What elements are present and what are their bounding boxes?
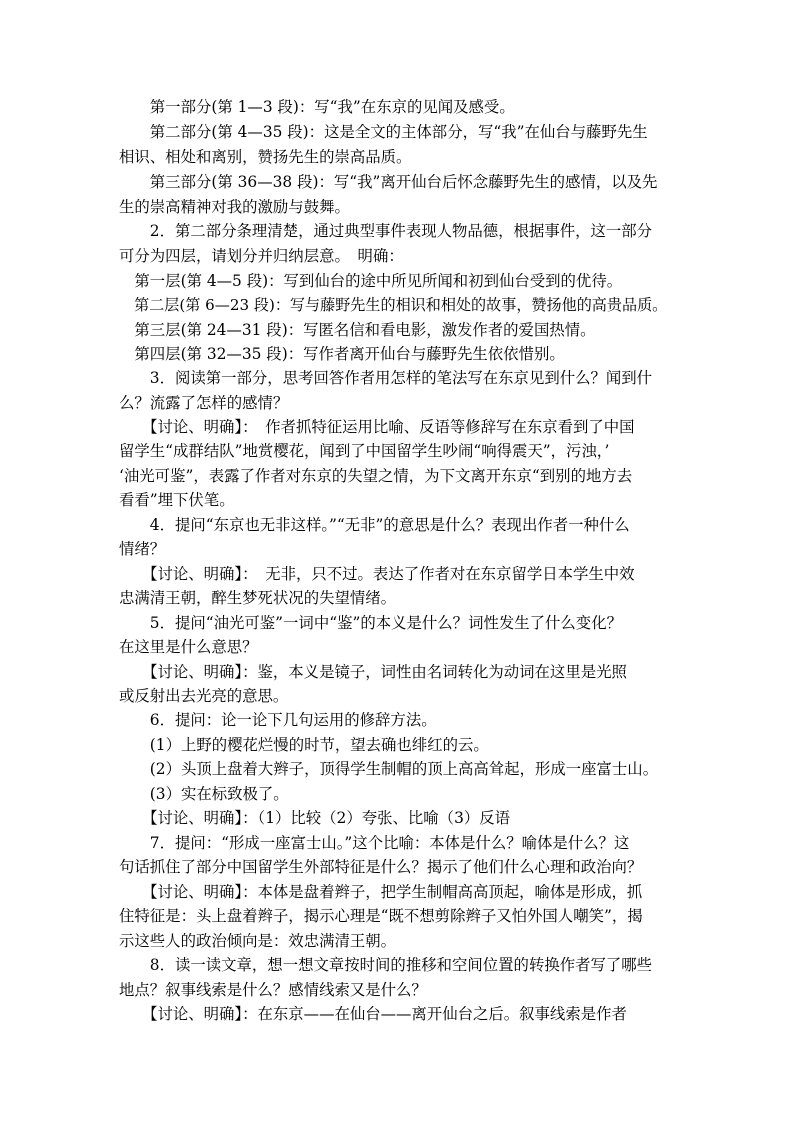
text-line: 相识、相处和离别，赞扬先生的崇高品质。 (119, 148, 412, 166)
text-line: 生的崇高精神对我的激励与鼓舞。 (119, 198, 350, 216)
text-line: 6．提问：论一论下几句运用的修辞方法。 (119, 711, 437, 729)
text-line: 【讨论、明确】：鉴，本义是镜子，词性由名词转化为动词在这里是光照 (119, 663, 627, 681)
text-line: 看看”埋下伏笔。 (119, 491, 235, 509)
text-line: 住特征是：头上盘着辫子，揭示心理是“既不想剪除辫子又怕外国人嘲笑”，揭 (119, 907, 643, 925)
text-line: 5．提问“油光可鉴”一词中“鉴”的本义是什么？词性发生了什么变化？ (119, 614, 622, 632)
text-line: 第一层(第 4—5 段)：写到仙台的途中所见所闻和初到仙台受到的优待。 (119, 272, 623, 290)
text-line: ‘油光可鉴”，表露了作者对东京的失望之情，为下文离开东京“到别的地方去 (119, 467, 633, 485)
text-line: 【讨论、明确】： 无非，只不过。表达了作者对在东京留学日本学生中效 (119, 565, 635, 583)
text-line: (2）头顶上盘着大辫子，顶得学生制帽的顶上高高耸起，形成一座富士山。 (119, 760, 659, 778)
text-line: 【讨论、明确】：本体是盘着辫子，把学生制帽高高顶起，喻体是形成，抓 (119, 883, 643, 901)
text-line: 第三层(第 24—31 段)：写匿名信和看电影，激发作者的爱国热情。 (119, 321, 596, 339)
text-line: 在这里是什么意思？ (119, 638, 258, 656)
text-line: 忠满清王朝，醉生梦死状况的失望情绪。 (119, 589, 397, 607)
text-line: 可分为四层，请划分并归纳层意。 明确： (119, 247, 404, 265)
text-line: 么？流露了怎样的感情？ (119, 394, 289, 412)
text-line: 留学生“成群结队”地赏樱花，闻到了中国留学生吵闹“响得震天”，污浊，’ (119, 442, 610, 460)
text-line: 3．阅读第一部分，思考回答作者用怎样的笔法写在东京见到什么？闻到什 (119, 369, 653, 387)
text-line: 地点？叙事线索是什么？感情线索又是什么？ (119, 981, 427, 999)
text-line: 第四层(第 32—35 段)：写作者离开仙台与藤野先生依依惜别。 (119, 345, 565, 363)
text-line: 7．提问：“形成一座富士山。”这个比喻：本体是什么？喻体是什么？这 (119, 834, 630, 852)
text-line: 【讨论、明确】：在东京——在仙台——离开仙台之后。叙事线索是作者 (119, 1005, 627, 1023)
text-line: 第三部分(第 36—38 段)：写“我”离开仙台后怀念藤野先生的感情，以及先 (119, 173, 658, 191)
text-line: 【讨论、明确】： 作者抓特征运用比喻、反语等修辞写在东京看到了中国 (119, 418, 635, 436)
text-line: 第二层(第 6—23 段)：写与藤野先生的相识和相处的故事，赞扬他的高贵品质。 (119, 296, 668, 314)
text-line: (3）实在标致极了。 (119, 785, 289, 803)
text-line: 句话抓住了部分中国留学生外部特征是什么？揭示了他们什么心理和政治向？ (119, 858, 643, 876)
text-line: 情绪？ (119, 540, 166, 558)
text-line: 或反射出去光亮的意思。 (119, 687, 289, 705)
text-line: 4．提问“东京也无非这样。”“无非”的意思是什么？表现出作者一种什么 (119, 516, 630, 534)
text-line: 【讨论、明确】：（1）比较（2）夸张、比喻（3）反语 (119, 809, 511, 827)
text-line: 示这些人的政治倾向是：效忠满清王朝。 (119, 932, 397, 950)
text-line: 8．读一读文章，想一想文章按时间的推移和空间位置的转换作者写了哪些 (119, 956, 653, 974)
text-line: 2．第二部分条理清楚，通过典型事件表现人物品德，根据事件，这一部分 (119, 222, 653, 240)
text-line: (1）上野的樱花烂慢的时节，望去确也绯红的云。 (119, 736, 489, 754)
text-line: 第一部分(第 1—3 段)：写“我”在东京的见闻及感受。 (119, 98, 515, 116)
text-line: 第二部分(第 4—35 段)：这是全文的主体部分，写“我”在仙台与藤野先生 (119, 123, 648, 141)
